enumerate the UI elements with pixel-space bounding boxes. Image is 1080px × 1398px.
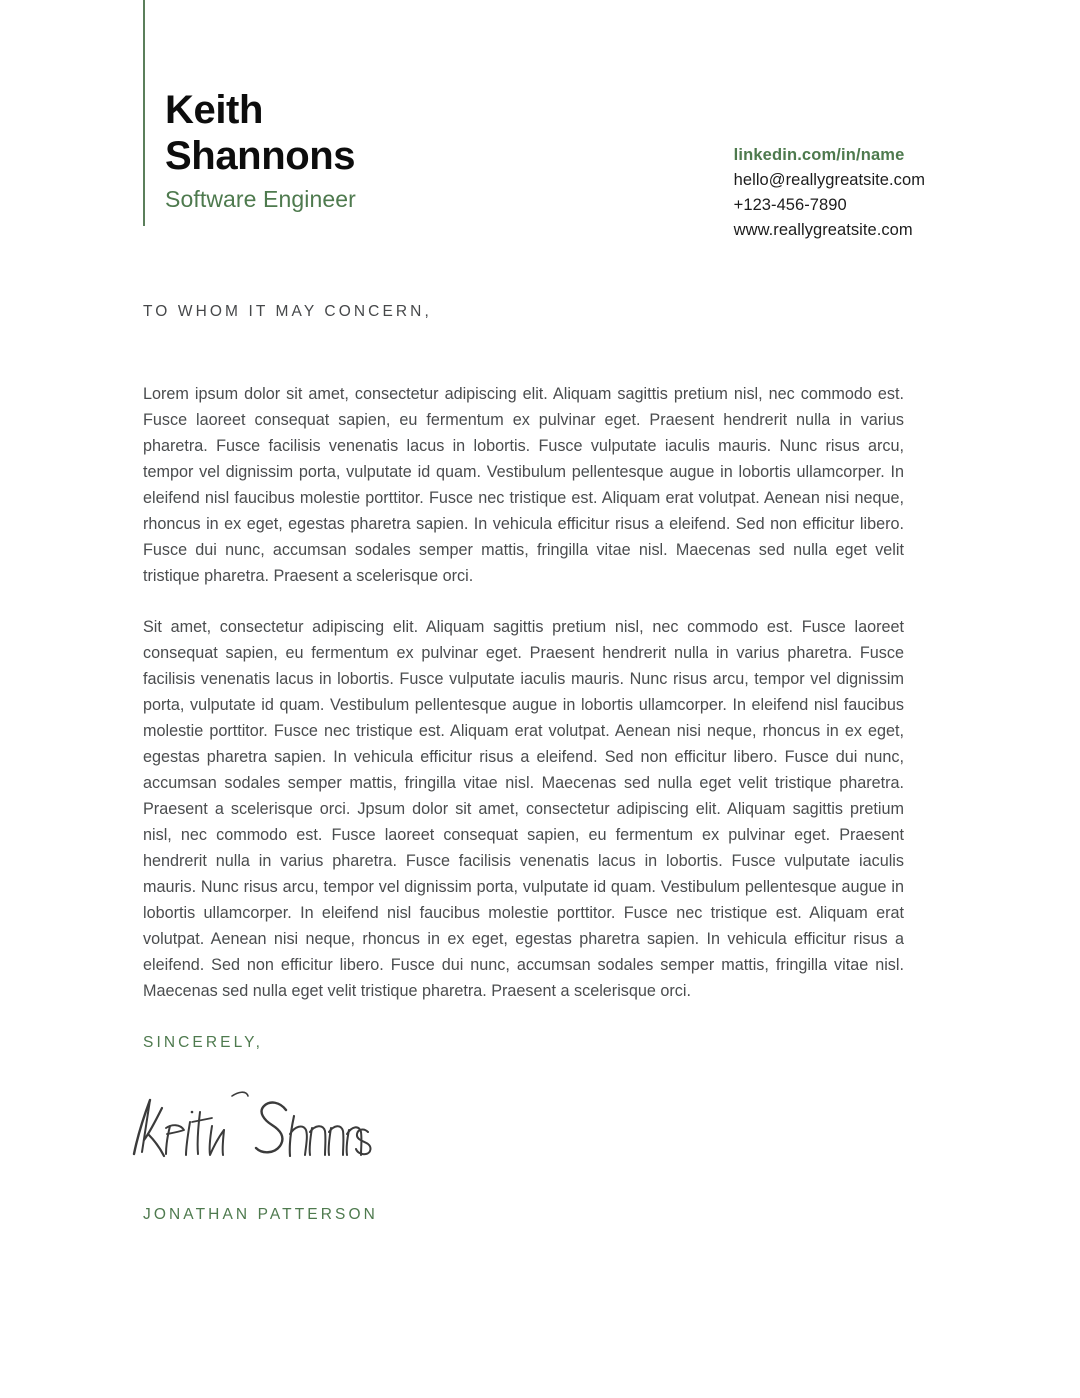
body-paragraph-1: Lorem ipsum dolor sit amet, consectetur adipiscing elit. Aliquam sagittis pretium nisl, nec commodo est. Fusce laoreet consequat sapien, eu fermentum ex pulvinar eget. Praesent hendrerit nulla in varius pharetra. Fusce facilisis venenatis lacus in lobortis. Fusce vulputate iaculis mauris. Nunc risus arcu, tempor vel dignissim porta, vulputate id quam. Vestibulum pellentesque augue in lobortis ullamcorper. In eleifend nisl faucibus molestie porttitor. Fusce nec tristique est. Aliquam erat volutpat. Aenean nisi neque, rhoncus in ex eget, egestas pharetra sapien. In vehicula efficitur risus a eleifend. Sed non efficitur libero. Fusce dui nunc, accumsan sodales semper mattis, fringilla vitae nisl. Maecenas sed nulla eget velit tristique pharetra. Praesent a scelerisque orci.	[143, 385, 904, 585]
signature-image	[128, 1082, 398, 1164]
letter-body	[143, 381, 904, 1004]
contact-website[interactable]: www.reallygreatsite.com	[733, 221, 913, 240]
contact-phone[interactable]: +123-456-7890	[733, 196, 847, 215]
identity-block	[165, 88, 356, 214]
job-title: Software Engineer	[165, 186, 356, 213]
contact-block	[734, 88, 925, 243]
header-accent-rule	[143, 0, 145, 226]
contact-email[interactable]: hello@reallygreatsite.com	[733, 171, 925, 190]
body-paragraph-2: Sit amet, consectetur adipiscing elit. Aliquam sagittis pretium nisl, nec commodo est. Fusce laoreet consequat sapien, eu fermentum ex pulvinar eget. Praesent hendrerit nulla in varius pharetra. Fusce facilisis venenatis lacus in lobortis. Fusce vulputate iaculis mauris. Nunc risus arcu, tempor vel dignissim porta, vulputate id quam. Vestibulum pellentesque augue in lobortis ullamcorper. In eleifend nisl faucibus molestie porttitor. Fusce nec tristique est. Aliquam erat volutpat. Aenean nisi neque, rhoncus in ex eget, egestas pharetra sapien. In vehicula efficitur risus a eleifend. Sed non efficitur libero. Fusce dui nunc, accumsan sodales semper mattis, fringilla vitae nisl. Maecenas sed nulla eget velit tristique pharetra. Praesent a scelerisque orci. Jpsum dolor sit amet, consectetur adipiscing elit. Aliquam sagittis pretium nisl, nec commodo est. Fusce laoreet consequat sapien, eu fermentum ex pulvinar eget. Praesent hendrerit nulla in varius pharetra. Fusce facilisis venenatis lacus in lobortis. Fusce vulputate iaculis mauris. Nunc risus arcu, tempor vel dignissim porta, vulputate id quam. Vestibulum pellentesque augue in lobortis ullamcorper. In eleifend nisl faucibus molestie porttitor. Fusce nec tristique est. Aliquam erat volutpat. Aenean nisi neque, rhoncus in ex eget, egestas pharetra sapien. In vehicula efficitur risus a eleifend. Sed non efficitur libero. Fusce dui nunc, accumsan sodales semper mattis, fringilla vitae nisl. Maecenas sed nulla eget velit tristique pharetra. Praesent a scelerisque orci.	[143, 618, 904, 1000]
letterhead	[165, 88, 925, 243]
signoff-label: SINCERELY,	[143, 1034, 264, 1051]
contact-linkedin[interactable]: linkedin.com/in/name	[733, 146, 905, 164]
page-title-last-name: Shannons	[165, 133, 356, 178]
salutation: TO WHOM IT MAY CONCERN,	[143, 303, 432, 320]
page-title-first-name: Keith	[165, 88, 264, 132]
signer-name: JONATHAN PATTERSON	[143, 1206, 378, 1223]
